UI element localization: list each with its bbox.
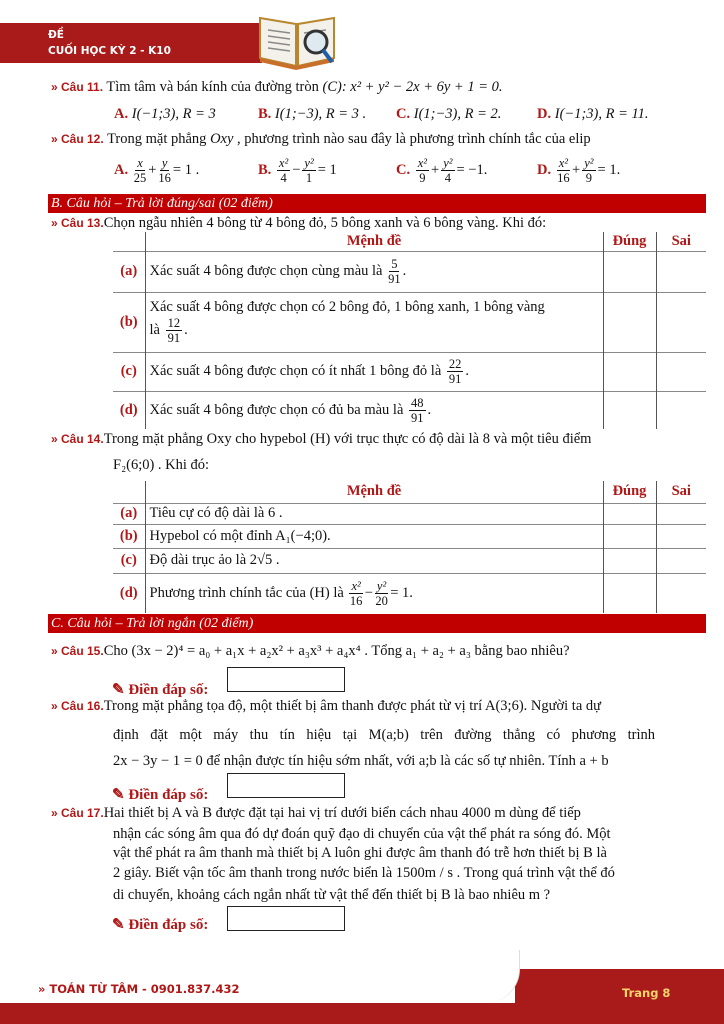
q14-table: Mệnh đề Đúng Sai (a) Tiêu cự có độ dài là 6 . (b) Hypebol có một đỉnh A₁(−4;0). (c) Độ dài trục ảo là 2√5 . (d) Phương trình chính tắc của (H) là $\frac{\text{x²}}{16}$ − $\frac{\text{y²}}{20}$ = 1. [113,481,706,613]
question-label: » Câu 14. [51,432,104,446]
table-row: (a) Xác suất 4 bông được chọn cùng màu là $\frac{5}{91}$ . [113,251,706,292]
question-11 [51,79,503,96]
false-cell[interactable] [656,251,706,292]
question-17-line: 2 giây. Biết vận tốc âm thanh trong nước biển là 1500m / s . Trong quá trình vật thể đó [113,865,615,881]
false-cell[interactable] [656,292,706,352]
true-cell[interactable] [603,292,656,352]
header-line2: CUỐI HỌC KỲ 2 - K10 [48,45,171,57]
question-16-line: định đặt một máy thu tín hiệu tại M(a;b) trên đường thẳng có phương trình [113,727,655,743]
q12-option-c[interactable]: C. $\frac{\text{x²}}{9}$ + $\frac{\text{y²}}{4}$ = −1. [396,156,488,185]
question-17-line: di chuyển, khoảng cách ngắn nhất từ vật thể đến thiết bị B là bao nhiêu m ? [113,887,551,903]
question-13: » Câu 13.Chọn ngẫu nhiên 4 bông từ 4 bông đỏ, 5 bông xanh và 6 bông vàng. Khi đó: [51,215,547,231]
true-cell[interactable] [603,548,656,573]
book-magnifier-icon [256,6,338,70]
true-cell[interactable] [603,251,656,292]
q11-option-b[interactable]: B. I(1;−3), R = 3 . [258,106,367,122]
q12-option-a[interactable]: A. $\frac{x}{25}$ + $\frac{y}{16}$ = 1 . [114,156,200,185]
question-text: Tìm tâm và bán kính của đường tròn [106,79,323,95]
question-label: » Câu 15. [51,644,104,658]
question-14-cont: F₂(6;0) . Khi đó: [113,457,210,473]
false-cell[interactable] [656,352,706,391]
question-math: (C): x² + y² − 2x + 6y + 1 = 0. [322,79,503,95]
answer-label: ✎ Điền đáp số: [112,917,209,933]
answer-box-16[interactable] [227,773,345,798]
table-row: (c) Xác suất 4 bông được chọn có ít nhất 1 bông đỏ là $\frac{22}{91}$ . [113,352,706,391]
section-b-heading: B. Câu hỏi – Trả lời đúng/sai (02 điểm) [48,194,706,213]
question-17-line: nhận các sóng âm qua đó dự đoán quỹ đạo di chuyển của vật thể phát ra sóng đó. Một [113,826,611,842]
section-c-heading: C. Câu hỏi – Trả lời ngắn (02 điểm) [48,614,706,633]
false-cell[interactable] [656,503,706,524]
false-cell[interactable] [656,573,706,613]
q12-option-d[interactable]: D. $\frac{\text{x²}}{16}$ + $\frac{\text{y²}}{9}$ = 1. [537,156,621,185]
page-number: Trang 8 [622,986,671,1000]
question-12: » Câu 12. Trong mặt phẳng Oxy , phương trình nào sau đây là phương trình chính tắc của elip [51,131,591,147]
answer-label: ✎ Điền đáp số: [112,787,209,803]
table-row: (c) Độ dài trục ảo là 2√5 . [113,548,706,573]
question-17: » Câu 17.Hai thiết bị A và B được đặt tại hai vị trí dưới biển cách nhau 4000 m dùng để tiếp [51,805,581,821]
table-row: (d) Phương trình chính tắc của (H) là $\frac{\text{x²}}{16}$ − $\frac{\text{y²}}{20}$ = 1. [113,573,706,613]
true-cell[interactable] [603,524,656,548]
question-17-line: vật thể phát ra âm thanh mà thiết bị A luôn ghi được âm thanh đó trễ hơn thiết bị B là [113,845,607,861]
answer-box-15[interactable] [227,667,345,692]
true-cell[interactable] [603,352,656,391]
question-label: » Câu 12. [51,132,104,146]
question-label: » Câu 17. [51,806,104,820]
q11-option-a[interactable]: A. I(−1;3), R = 3 [114,106,216,122]
true-cell[interactable] [603,573,656,613]
question-16-line: 2x − 3y − 1 = 0 để nhận được tín hiệu sớm nhất, với a;b là các số tự nhiên. Tính a + b [113,753,609,769]
answer-label: ✎ Điền đáp số: [112,682,209,698]
question-label: » Câu 11. [51,80,104,94]
table-row: (d) Xác suất 4 bông được chọn có đủ ba màu là $\frac{48}{91}$ . [113,391,706,429]
table-row: (b) Xác suất 4 bông được chọn có 2 bông đỏ, 1 bông xanh, 1 bông vàng là $\frac{12}{91}$ . [113,292,706,352]
table-row: (a) Tiêu cự có độ dài là 6 . [113,503,706,524]
false-cell[interactable] [656,391,706,429]
question-14: » Câu 14.Trong mặt phẳng Oxy cho hypebol (H) với trục thực có độ dài là 8 và một tiêu điểm [51,431,592,447]
q12-option-b[interactable]: B. $\frac{\text{x²}}{4}$ − $\frac{\text{y²}}{1}$ = 1 [258,156,337,185]
true-cell[interactable] [603,503,656,524]
header-line1: ĐỀ [48,29,64,41]
q11-option-d[interactable]: D. I(−1;3), R = 11. [537,106,649,122]
true-cell[interactable] [603,391,656,429]
question-16: » Câu 16.Trong mặt phẳng tọa độ, một thiết bị âm thanh được phát từ vị trí A(3;6). Người ta dự [51,698,601,714]
table-row: (b) Hypebol có một đỉnh A₁(−4;0). [113,524,706,548]
q13-table: Mệnh đề Đúng Sai (a) Xác suất 4 bông được chọn cùng màu là $\frac{5}{91}$ . (b) Xác suất 4 bông được chọn có 2 bông đỏ, 1 bông xanh, 1 bông vàng là $\frac{12}{91}$ . (c) Xác suất 4 bông được chọn có ít nhất 1 bông đỏ là $\frac{22}{91}$ . (d) Xác suất 4 bông được chọn có đủ ba màu là $\frac{48}{91}$ . [113,232,706,429]
header-banner [0,23,262,63]
false-cell[interactable] [656,548,706,573]
q11-option-c[interactable]: C. I(1;−3), R = 2. [396,106,502,122]
question-label: » Câu 16. [51,699,104,713]
answer-box-17[interactable] [227,906,345,931]
footer-author: » TOÁN TỪ TÂM - 0901.837.432 [38,982,240,996]
question-label: » Câu 13. [51,216,104,230]
question-15: » Câu 15.Cho (3x − 2)⁴ = a₀ + a₁x + a₂x² + a₃x³ + a₄x⁴ . Tổng a₁ + a₂ + a₃ bằng bao nhiêu? [51,643,570,659]
false-cell[interactable] [656,524,706,548]
footer-band-bottom [0,1003,724,1024]
